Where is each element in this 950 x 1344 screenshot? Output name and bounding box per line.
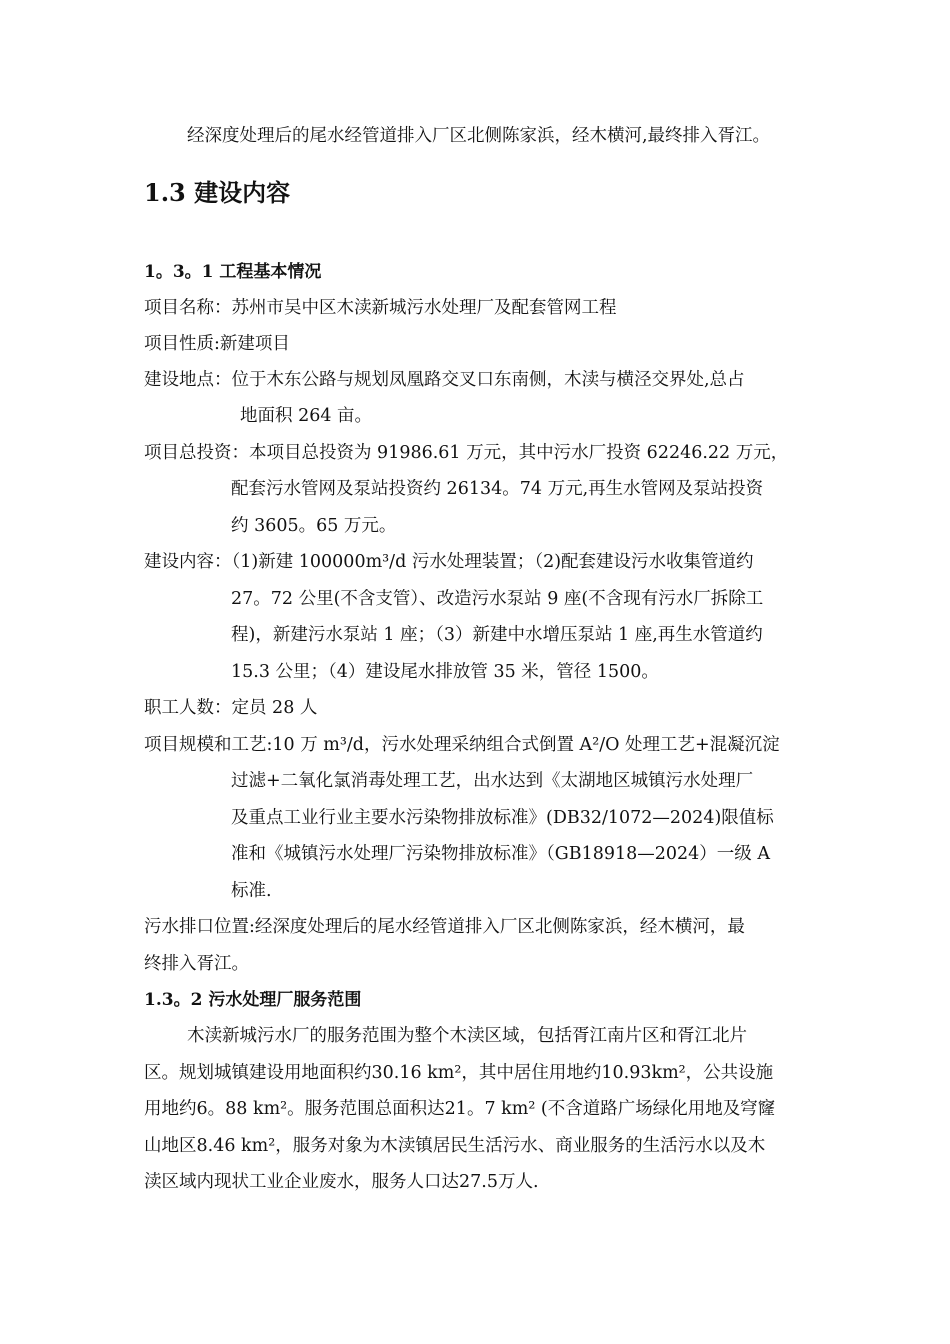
outlet-line: 污水排口位置:经深度处理后的尾水经管道排入厂区北侧陈家浜，经木横河，最 — [144, 917, 745, 937]
subsection-title-basic-info: 1。3。1 工程基本情况 — [144, 262, 322, 282]
staff-line: 职工人数：定员 28 人 — [144, 698, 318, 718]
project-name-line: 项目名称：苏州市吴中区木渎新城污水处理厂及配套管网工程 — [144, 298, 617, 318]
investment-line: 配套污水管网及泵站投资约 26134。74 万元,再生水管网及泵站投资 — [231, 479, 764, 499]
scale-line: 过滤+二氧化氯消毒处理工艺，出水达到《太湖地区城镇污水处理厂 — [231, 771, 754, 791]
subsection-title-service-area: 1.3。2 污水处理厂服务范围 — [144, 990, 362, 1010]
service-line: 区。规划城镇建设用地面积约30.16 km²，其中居住用地约10.93km²，公共设施 — [144, 1063, 774, 1083]
content-line: 27。72 公里(不含支管）、改造污水泵站 9 座(不含现有污水厂拆除工 — [231, 589, 764, 609]
section-title: 1.3 建设内容 — [144, 178, 291, 207]
location-line: 地面积 264 亩。 — [240, 406, 373, 426]
content-line: 15.3 公里；（4）建设尾水排放管 35 米，管径 1500。 — [231, 662, 659, 682]
service-line: 木渎新城污水厂的服务范围为整个木渎区域，包括胥江南片区和胥江北片 — [187, 1026, 747, 1046]
project-nature-line: 项目性质:新建项目 — [144, 334, 290, 354]
scale-line: 标准. — [231, 881, 272, 901]
outlet-line: 终排入胥江。 — [144, 954, 249, 974]
intro-paragraph: 经深度处理后的尾水经管道排入厂区北侧陈家浜，经木横河,最终排入胥江。 — [187, 126, 771, 146]
scale-line: 项目规模和工艺:10 万 m³/d，污水处理采纳组合式倒置 A²/O 处理工艺+混凝沉淀 — [144, 735, 780, 755]
service-line: 山地区8.46 km²，服务对象为木渎镇居民生活污水、商业服务的生活污水以及木 — [144, 1136, 766, 1156]
content-line: 建设内容：（1)新建 100000m³/d 污水处理装置；（2)配套建设污水收集管道约 — [144, 552, 754, 572]
investment-line: 项目总投资：本项目总投资为 91986.61 万元，其中污水厂投资 62246.22 万元， — [144, 443, 789, 463]
location-line: 建设地点：位于木东公路与规划凤凰路交叉口东南侧，木渎与横泾交界处,总占 — [144, 370, 745, 390]
investment-line: 约 3605。65 万元。 — [231, 516, 397, 536]
scale-line: 准和《城镇污水处理厂污染物排放标准》（GB18918—2024）一级 A — [231, 844, 770, 864]
content-line: 程)，新建污水泵站 1 座；（3）新建中水增压泵站 1 座,再生水管道约 — [231, 625, 763, 645]
service-line: 渎区域内现状工业企业废水，服务人口达27.5万人. — [144, 1172, 539, 1192]
scale-line: 及重点工业行业主要水污染物排放标准》(DB32/1072—2024)限值标 — [231, 808, 774, 828]
service-line: 用地约6。88 km²。服务范围总面积达21。7 km² (不含道路广场绿化用地及穹窿 — [144, 1099, 776, 1119]
